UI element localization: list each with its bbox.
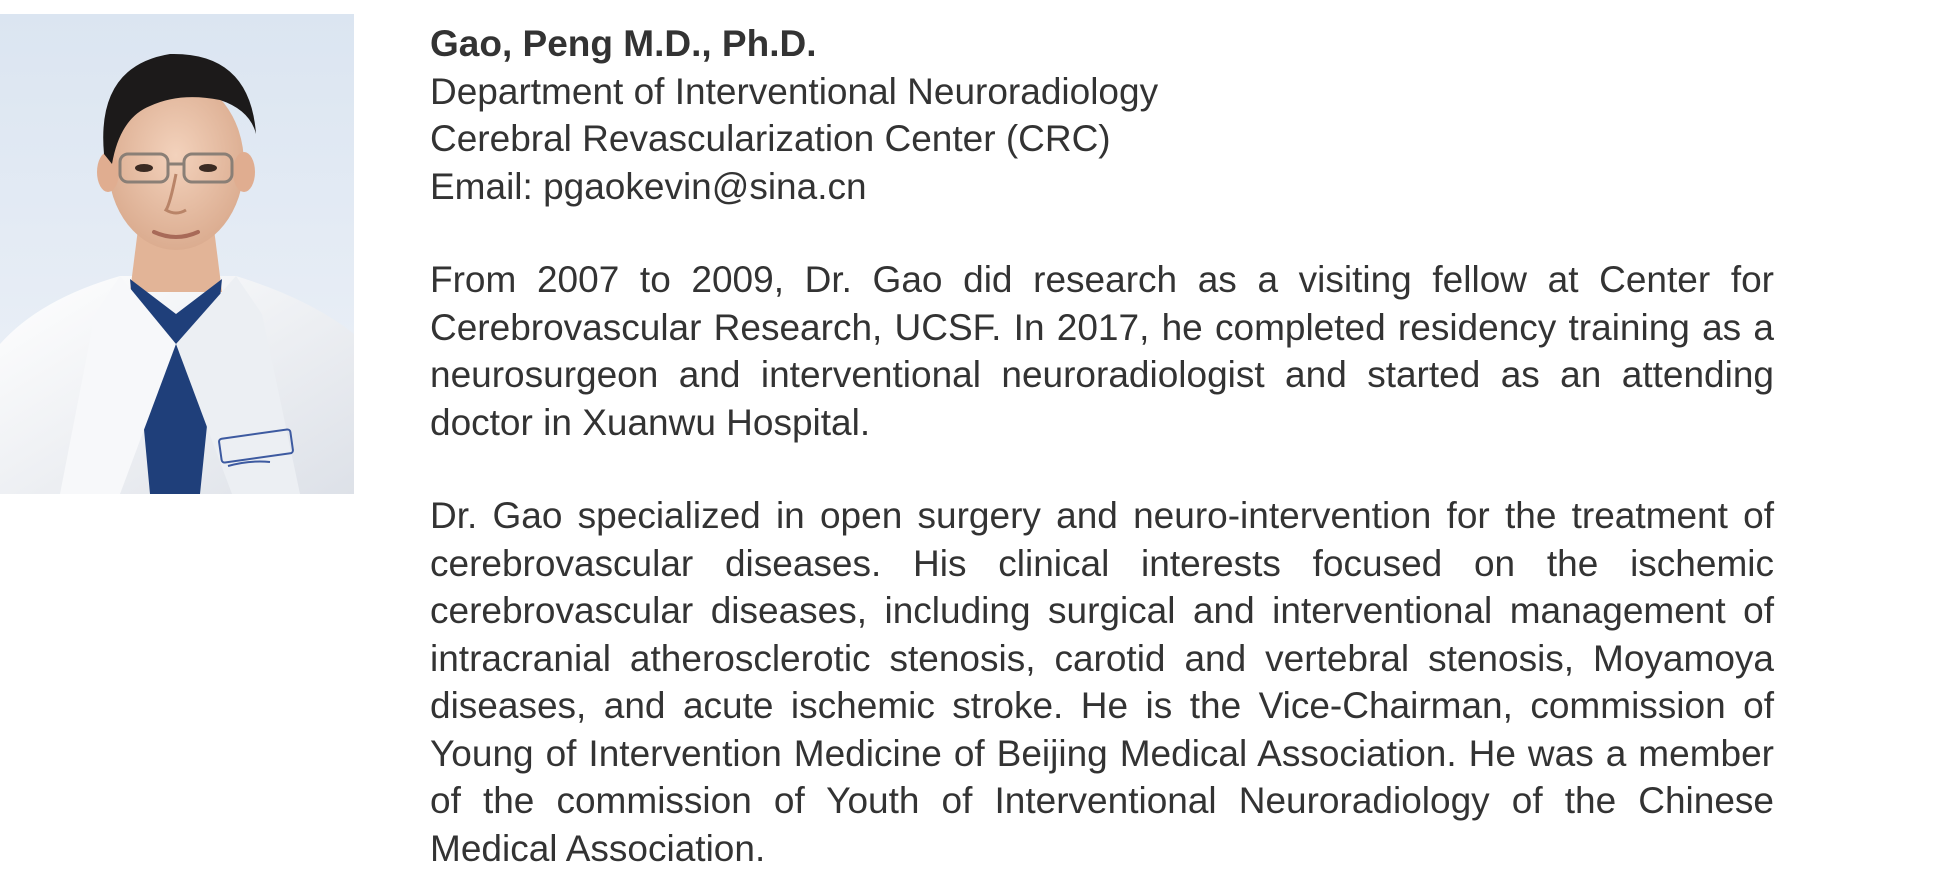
center-name: Cerebral Revascularization Center (CRC) [430,118,1111,159]
email-address: Email: pgaokevin@sina.cn [430,165,867,207]
profile-content [430,20,1774,872]
spacer [430,446,1774,492]
portrait-illustration [0,14,354,494]
spacer [430,210,1774,256]
department: Department of Interventional Neuroradiology [430,70,1159,112]
bio-paragraph-clinical: Dr. Gao specialized in open surgery and neuro-intervention for the treatment of cerebrovascular diseases. His clinical interests focused on the ischemic cerebrovascular diseases, including surgical and interventional management of intracranial atherosclerotic stenosis, carotid and vertebral stenosis, Moyamoya diseases, and acute ischemic stroke. He is the Vice-Chairman, commission of Young of Intervention Medicine of Beijing Medical Association. He was a member of the commission of Youth of Interventional Neuroradiology of the Chinese Medical Association. [430,495,1774,869]
doctor-portrait-photo [0,14,354,494]
doctor-name: Gao, Peng M.D., Ph.D. [430,23,817,64]
bio-paragraph-research: From 2007 to 2009, Dr. Gao did research as a visiting fellow at Center for Cerebrovascular Research, UCSF. In 2017, he completed residency training as a neurosurgeon and interventional neuroradiologist and started as an attending doctor in Xuanwu Hospital. [430,259,1774,443]
